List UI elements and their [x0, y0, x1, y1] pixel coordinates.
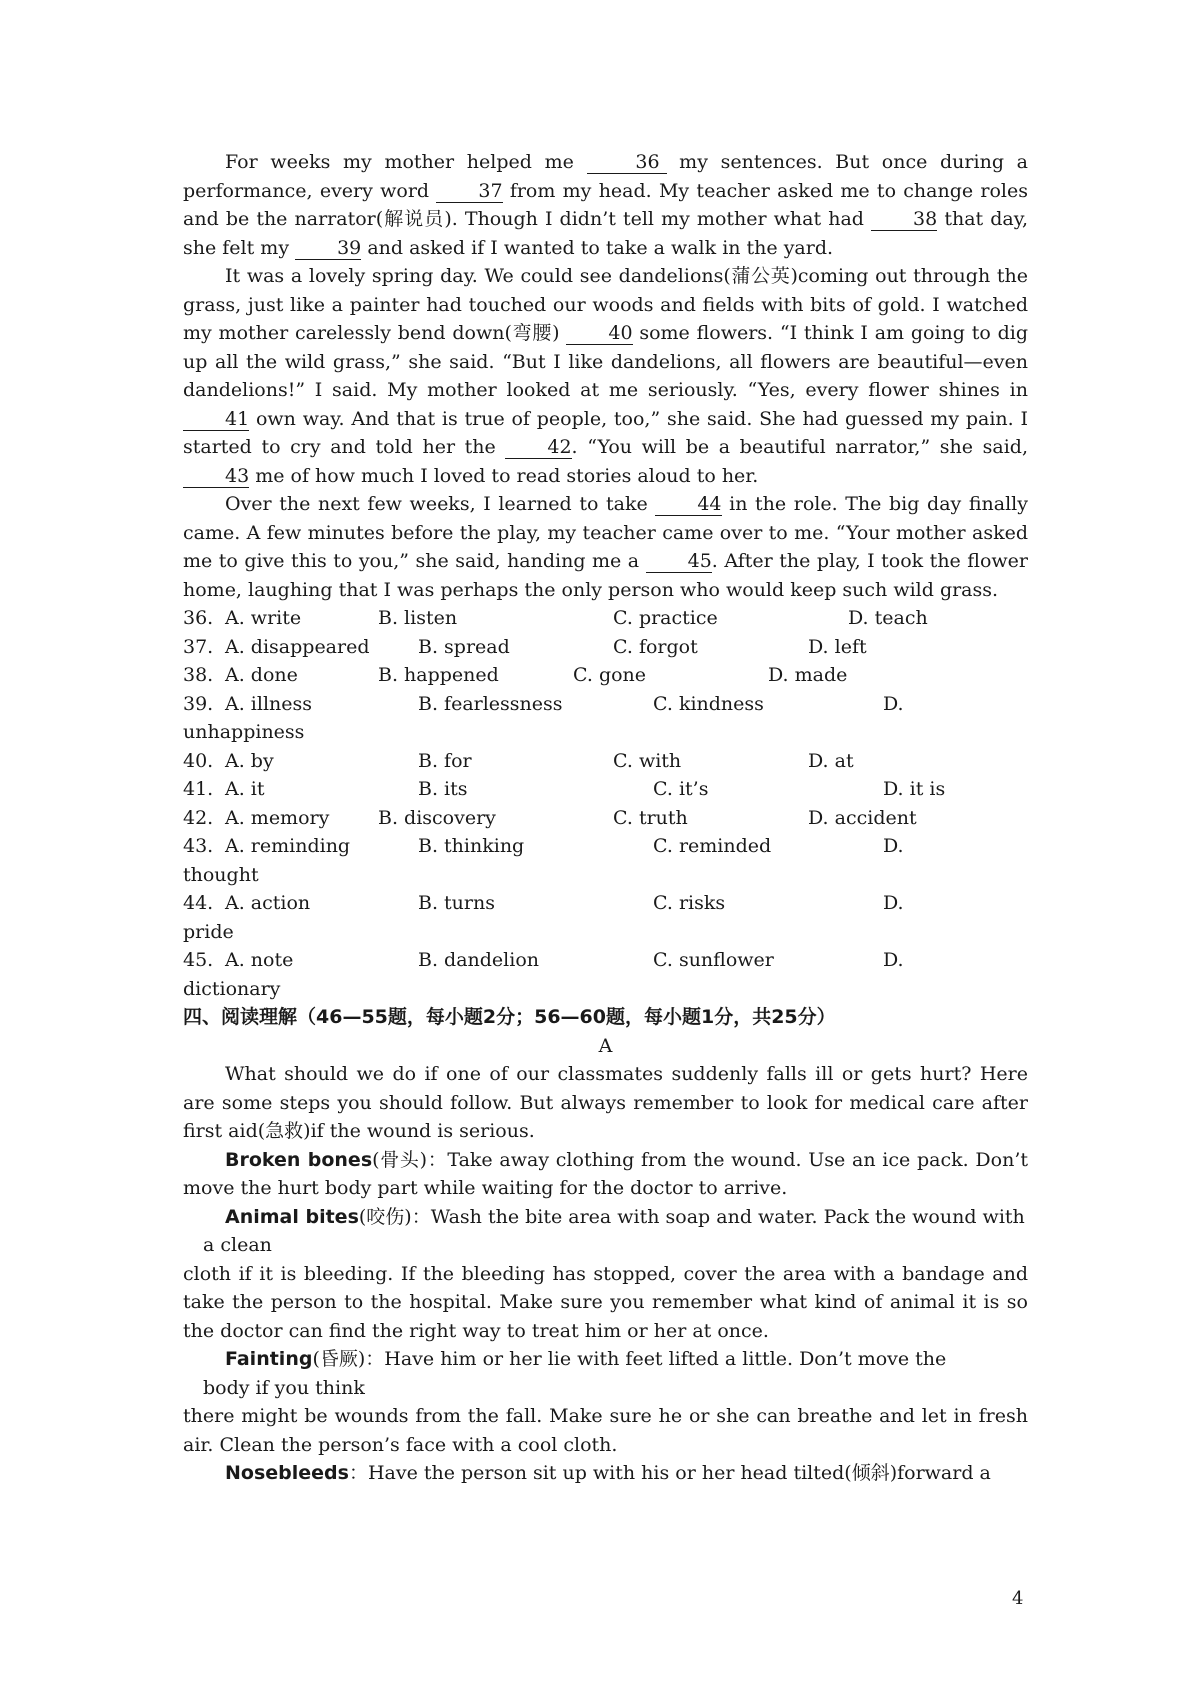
option-row — [183, 832, 1028, 861]
option-b: B. listen — [378, 607, 458, 629]
passage-text: . After the play, I took the flower home, laughing that I was perhaps the only person who would keep such wild grass. — [183, 550, 1028, 601]
option-b: B. spread — [418, 635, 510, 658]
question-number: 45. — [183, 949, 214, 971]
tip-label: Fainting — [225, 1348, 313, 1370]
option-a: A. it — [225, 778, 265, 800]
option-row — [183, 661, 1028, 690]
tip-text-wrap: a clean — [203, 1234, 272, 1256]
option-a: A. write — [225, 607, 302, 629]
option-c: C. risks — [653, 892, 726, 914]
blank-39: 39 — [295, 237, 361, 260]
option-c: C. practice — [613, 607, 718, 629]
question-number: 37. — [183, 635, 214, 658]
option-a: A. done — [225, 664, 298, 686]
option-d: D. accident — [808, 806, 917, 829]
option-wrap-text: thought — [183, 863, 259, 886]
option-c: C. truth — [613, 806, 688, 829]
option-c: C. sunflower — [653, 949, 774, 971]
tip-text-continued: cloth if it is bleeding. If the bleeding has stopped, cover the area with a bandage and take the person to the hospital. Make sure you remember what kind of animal it is so the doctor can find the right way to treat him or her at once. — [183, 1262, 1028, 1342]
question-number: 42. — [183, 806, 214, 829]
question-number: 39. — [183, 692, 214, 715]
option-c: C. reminded — [653, 835, 772, 857]
option-a: A. by — [225, 749, 274, 772]
option-a: A. memory — [225, 806, 330, 829]
question-number: 36. — [183, 607, 214, 629]
option-wrap-text: dictionary — [183, 977, 281, 1000]
question-number: 44. — [183, 892, 214, 914]
answer-options — [183, 604, 1028, 1003]
blank-42: 42 — [505, 436, 571, 459]
option-a: A. illness — [225, 692, 313, 715]
blank-37: 37 — [436, 180, 502, 203]
blank-36: 36 — [587, 151, 667, 174]
passage-paragraph-3 — [183, 490, 1028, 604]
option-d: D. — [883, 949, 904, 971]
question-number: 40. — [183, 749, 214, 772]
option-c: C. with — [613, 749, 682, 772]
option-a: A. disappeared — [225, 635, 370, 658]
option-row — [183, 747, 1028, 776]
option-d: D. — [883, 835, 904, 857]
passage-text: some flowers. “I think I am going to dig up all the wild grass,” she said. “But I like dandelions, all flowers are beautiful—even dandelions!” I said. My mother looked at me seriously. “Yes, every flower shines in — [183, 322, 1029, 401]
option-c: C. it’s — [653, 778, 709, 800]
section-sub-label: A — [598, 1034, 613, 1057]
passage-text: Over the next few weeks, I learned to take — [225, 493, 656, 515]
section-heading: 四、阅读理解（46—55题，每小题2分；56—60题，每小题1分，共25分） — [183, 1006, 836, 1028]
tip-text: (昏厥)：Have him or her lie with feet lifted a little. Don’t move the — [312, 1348, 947, 1370]
passage-text: It was a lovely spring day. We could see dandelions(蒲公英)coming out through the grass, just like a painter had touched our woods and fields with bits of gold. I watched my mother carelessly bend down(弯腰) — [183, 265, 1028, 344]
passage-text: . “You will be a beautiful narrator,” she said, — [571, 436, 1028, 458]
option-row — [183, 604, 1028, 633]
option-b: B. thinking — [418, 835, 525, 857]
option-d: D. teach — [848, 607, 928, 629]
passage-paragraph-1 — [183, 148, 1028, 262]
passage-text: my sentences. But once during a performance, every word — [183, 151, 1028, 202]
option-b: B. fearlessness — [418, 692, 563, 715]
option-c: C. kindness — [653, 692, 764, 715]
passage-text: that day, she felt my — [183, 208, 1028, 259]
option-row — [183, 775, 1028, 804]
option-row — [183, 690, 1028, 719]
question-number: 43. — [183, 835, 214, 857]
option-d: D. left — [808, 635, 867, 658]
blank-41: 41 — [183, 408, 249, 431]
blank-40: 40 — [566, 322, 632, 345]
option-a: A. action — [225, 892, 311, 914]
tip-broken-bones — [183, 1146, 1028, 1203]
blank-43: 43 — [183, 465, 249, 488]
blank-44: 44 — [655, 493, 721, 516]
tip-label: Nosebleeds — [225, 1462, 349, 1484]
option-b: B. for — [418, 749, 472, 772]
tip-label: Animal bites — [225, 1205, 359, 1228]
passage-text: me of how much I loved to read stories aloud to her. — [249, 464, 759, 487]
passage-text: from my head. My teacher asked me to change roles and be the narrator(解说员). Though I didn’t tell my mother what had — [183, 179, 1028, 230]
question-number: 41. — [183, 778, 214, 800]
option-row — [183, 804, 1028, 833]
passage-text: own way. And that is true of people, too,” she said. She had guessed my pain. I started to cry and told her the — [183, 407, 1028, 458]
tip-label: Broken bones — [225, 1148, 373, 1171]
option-a: A. note — [225, 949, 294, 971]
option-b: B. happened — [378, 664, 499, 686]
option-wrap-text: pride — [183, 920, 234, 943]
option-row — [183, 633, 1028, 662]
tip-text-continued: there might be wounds from the fall. Make sure he or she can breathe and let in fresh air. Clean the person’s face with a cool cloth. — [183, 1405, 1028, 1456]
tip-nosebleeds — [183, 1459, 1028, 1488]
option-b: B. discovery — [378, 806, 496, 829]
option-b: B. dandelion — [418, 949, 540, 971]
option-b: B. turns — [418, 892, 495, 914]
option-a: A. reminding — [225, 835, 351, 857]
passage-paragraph-2 — [183, 262, 1028, 490]
option-row — [183, 946, 1028, 975]
option-row — [183, 889, 1028, 918]
option-d: D. made — [768, 664, 848, 686]
tip-animal-bites — [183, 1203, 1028, 1232]
option-d: D. at — [808, 749, 854, 772]
option-c: C. gone — [573, 664, 647, 686]
tip-text: ：Have the person sit up with his or her head tilted(倾斜)forward a — [348, 1462, 991, 1484]
blank-38: 38 — [871, 208, 937, 231]
reading-intro: What should we do if one of our classmates suddenly falls ill or gets hurt? Here are some steps you should follow. But always remember to look for medical care after first aid(急救)if the wound is serious. — [183, 1063, 1028, 1142]
page-number: 4 — [1012, 1588, 1024, 1609]
tip-text-wrap: body if you think — [203, 1376, 365, 1399]
option-d: D. — [883, 892, 904, 914]
option-d: D. — [883, 692, 904, 715]
passage-text: and asked if I wanted to take a walk in the yard. — [361, 236, 834, 259]
tip-text: (骨头)：Take away clothing from the wound. Use an ice pack. Don’t move the hurt body part while waiting for the doctor to arrive. — [183, 1148, 1028, 1199]
option-d: D. it is — [883, 778, 946, 800]
document-page — [183, 148, 1028, 1488]
option-c: C. forgot — [613, 635, 698, 658]
passage-text: For weeks my mother helped me — [225, 151, 587, 173]
tip-fainting — [183, 1345, 1028, 1374]
tip-text: (咬伤)：Wash the bite area with soap and water. Pack the wound with — [358, 1205, 1025, 1228]
passage-text: in the role. The big day finally came. A few minutes before the play, my teacher came over to me. “Your mother asked me to give this to you,” she said, handing me a — [183, 493, 1028, 572]
question-number: 38. — [183, 664, 214, 686]
option-wrap-text: unhappiness — [183, 721, 305, 743]
option-b: B. its — [418, 778, 468, 800]
blank-45: 45 — [646, 550, 712, 573]
